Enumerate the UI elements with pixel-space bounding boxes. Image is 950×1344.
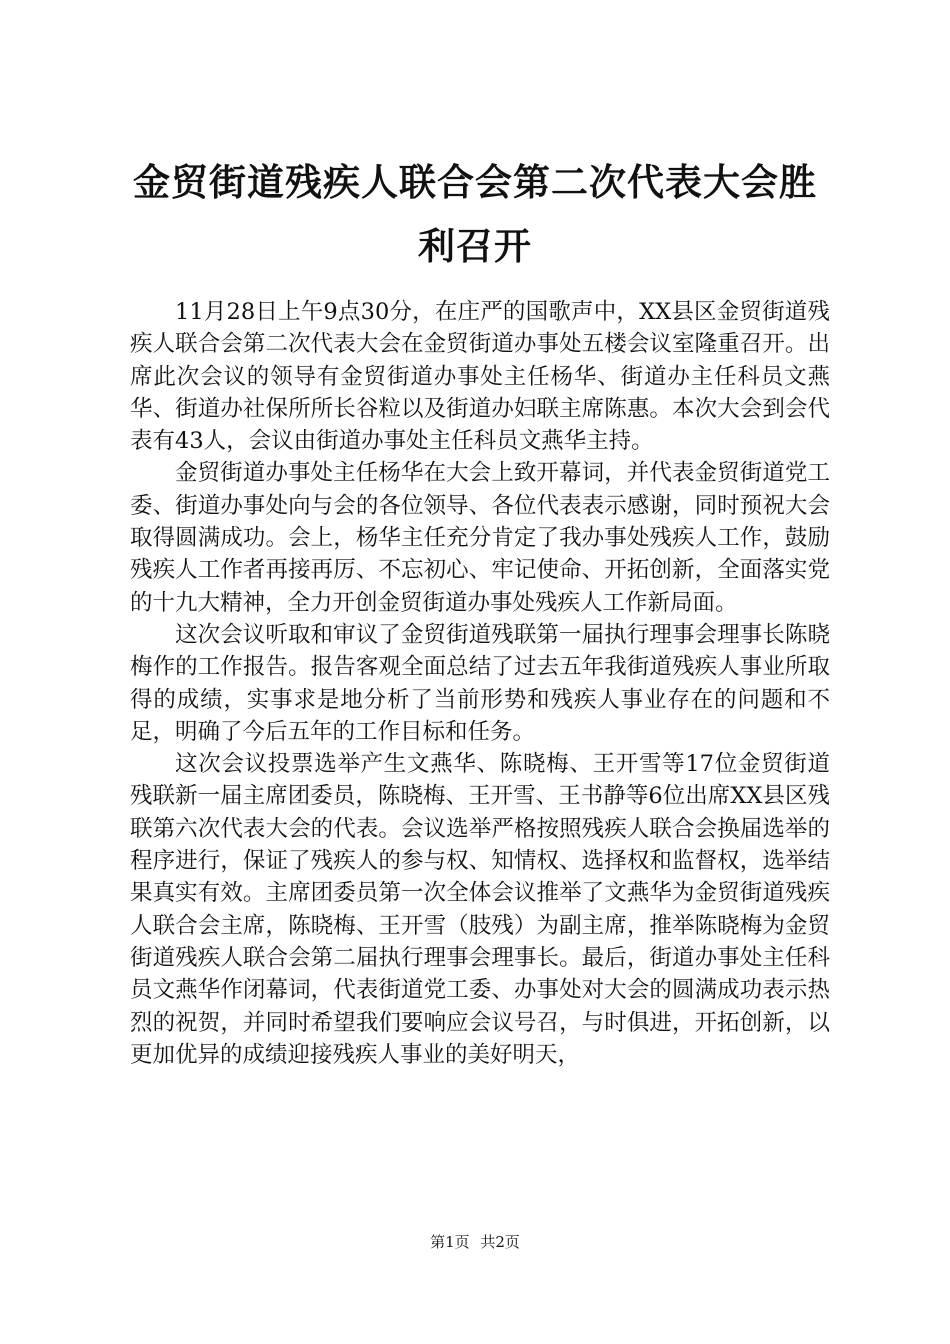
paragraph: 11月28日上午9点30分，在庄严的国歌声中，XX县区金贸街道残疾人联合会第二次代表大会在金贸街道办事处五楼会议室隆重召开。出席此次会议的领导有金贸街道办事处主任杨华、街道办主任科员文燕华、街道办社保所所长谷粒以及街道办妇联主席陈惠。本次大会到会代表有43人，会议由街道办事处主任科员文燕华主持。 [130, 299, 830, 455]
page-footer [0, 1232, 950, 1252]
paragraph: 这次会议听取和审议了金贸街道残联第一届执行理事会理事长陈晓梅作的工作报告。报告客观全面总结了过去五年我街道残疾人事业所取得的成绩，实事求是地分析了当前形势和残疾人事业存在的问题和不足，明确了今后五年的工作目标和任务。 [130, 621, 830, 745]
document-title: 金贸街道残疾人联合会第二次代表大会胜利召开 [133, 160, 817, 268]
page-total: 共2页 [480, 1233, 520, 1251]
page-number: 第1页 [430, 1233, 470, 1251]
document-body [130, 296, 830, 1071]
paragraph: 金贸街道办事处主任杨华在大会上致开幕词，并代表金贸街道党工委、街道办事处向与会的各位领导、各位代表表示感谢，同时预祝大会取得圆满成功。会上，杨华主任充分肯定了我办事处残疾人工作，鼓励残疾人工作者再接再厉、不忘初心、牢记使命、开拓创新，全面落实党的十九大精神，全力开创金贸街道办事处残疾人工作新局面。 [130, 460, 830, 616]
paragraph: 这次会议投票选举产生文燕华、陈晓梅、王开雪等17位金贸街道残联新一届主席团委员，陈晓梅、王开雪、王书静等6位出席XX县区残联第六次代表大会的代表。会议选举严格按照残疾人联合会换届选举的程序进行，保证了残疾人的参与权、知情权、选择权和监督权，选举结果真实有效。主席团委员第一次全体会议推举了文燕华为金贸街道残疾人联合会主席，陈晓梅、王开雪（肢残）为副主席，推举陈晓梅为金贸街道残疾人联合会第二届执行理事会理事长。最后，街道办事处主任科员文燕华作闭幕词，代表街道党工委、办事处对大会的圆满成功表示热烈的祝贺，并同时希望我们要响应会议号召，与时俱进，开拓创新，以更加优异的成绩迎接残疾人事业的美好明天， [130, 751, 830, 1068]
